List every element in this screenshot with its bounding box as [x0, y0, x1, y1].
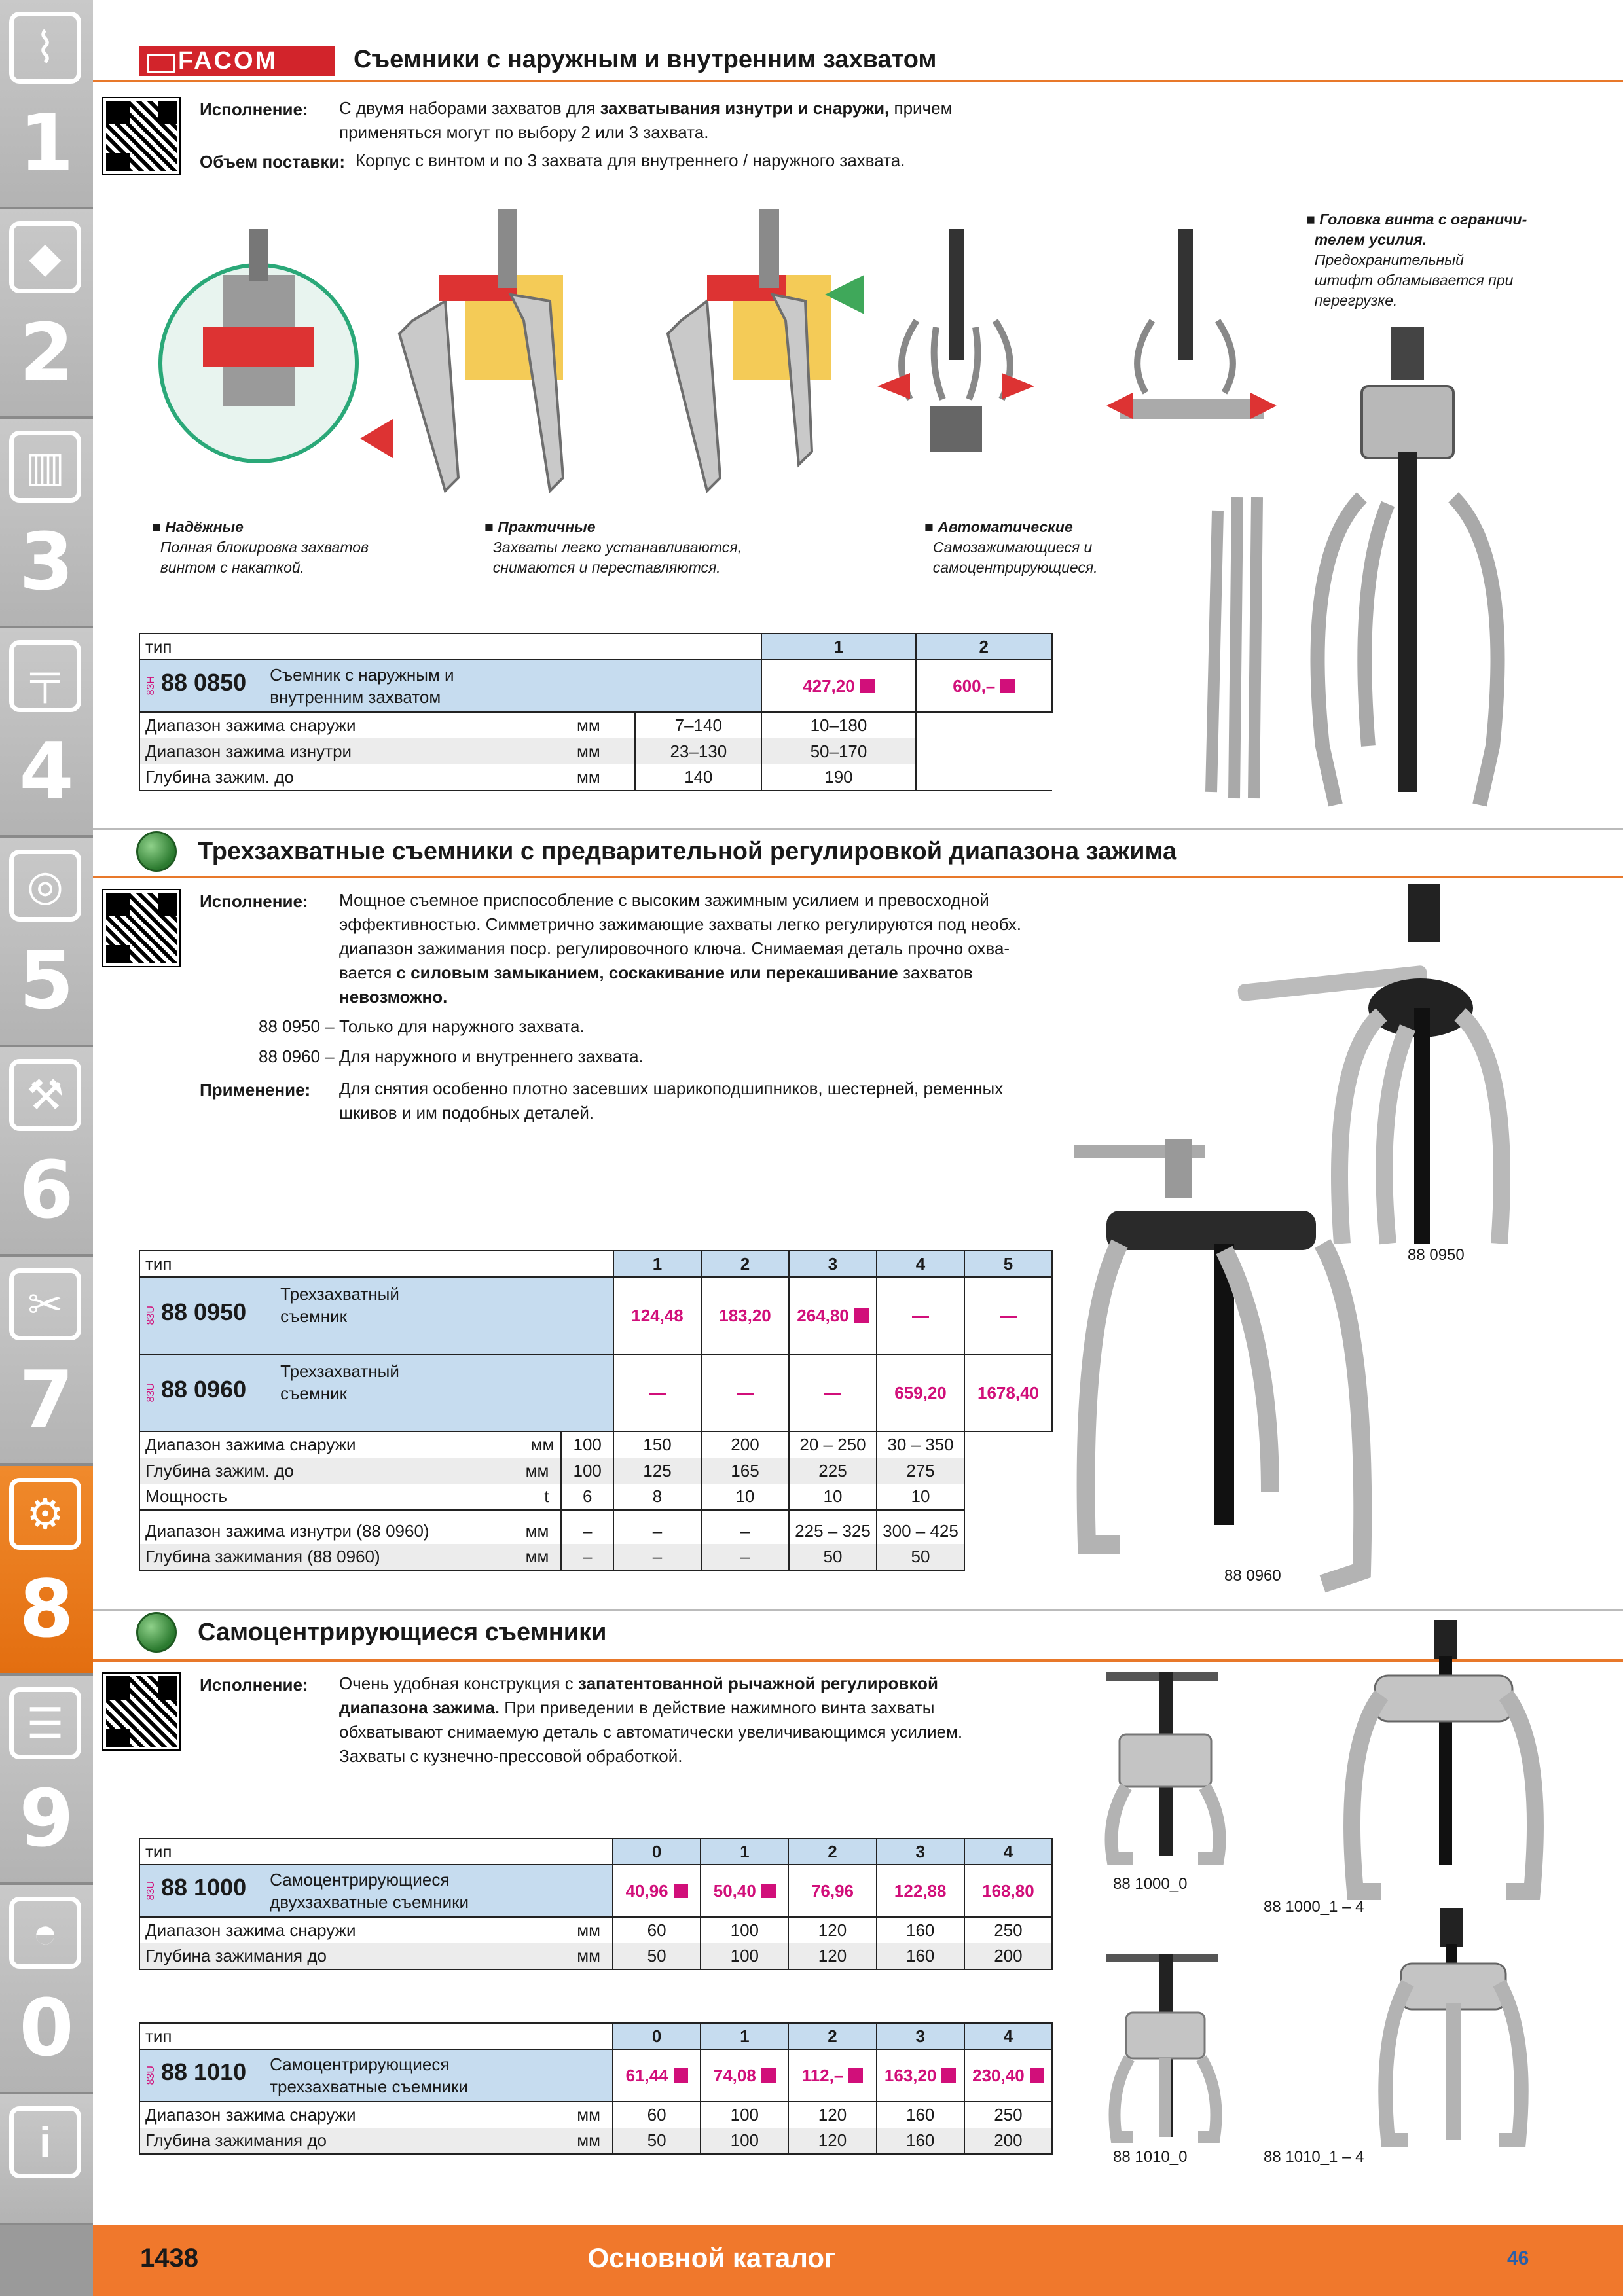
application-label: Применение: [200, 1080, 311, 1100]
grinding-disc-icon: ◎ [9, 850, 81, 922]
chapter-tab-2[interactable] [0, 209, 93, 419]
info-icon: i [9, 2106, 81, 2178]
price-cell[interactable]: 74,08 [701, 2049, 788, 2102]
chapter-tab-9[interactable] [0, 1676, 93, 1885]
table-row: Диапазон зажима снаружи мм 100 150 200 20 – 250 30 – 350 [139, 1431, 1052, 1458]
price-cell[interactable]: 659,20 [877, 1354, 964, 1431]
chapter-tab-7[interactable] [0, 1257, 93, 1466]
price-cell[interactable]: 163,20 [877, 2049, 964, 2102]
product-name: Съемник с наружным и внутренним захватом [270, 665, 454, 707]
price-cell[interactable]: 61,44 [613, 2049, 701, 2102]
stock-square-icon [674, 1884, 688, 1898]
chapter-number: 3 [19, 517, 74, 608]
catalog-subpage: 46 [1507, 2248, 1529, 2269]
tool-kit-icon: ⚙ [9, 1478, 81, 1550]
stock-square-icon [1030, 2068, 1044, 2083]
variant-text: Для наружного и внутреннего захвата. [339, 1047, 644, 1066]
scope-label: Объем поставки: [200, 152, 346, 171]
price-cell[interactable]: — [613, 1354, 701, 1431]
qr-code[interactable] [103, 98, 179, 174]
col-header: 1 [761, 634, 915, 660]
chapter-tab-1[interactable] [0, 0, 93, 209]
ispolnenie-text: Очень удобная конструкция с запатентованной рычажной регулировкой диапазона зажима. При приведении в действие нажимного винта захваты обхватывают снимаемую деталь с автоматически увеличивающимся усилием. Захваты с кузнечно-прессовой обработкой. [339, 1674, 963, 1766]
price-cell[interactable]: 183,20 [701, 1277, 789, 1354]
product-code: 88 0950 [161, 1298, 247, 1325]
stock-square-icon [860, 679, 875, 693]
chapter-tab-4[interactable] [0, 628, 93, 838]
page-number: 1438 [140, 2244, 198, 2272]
stock-square-icon [1000, 679, 1015, 693]
price-cell[interactable]: 168,80 [964, 1865, 1052, 1917]
facom-logo: FACOM [139, 46, 335, 76]
section-title: Самоцентрирующиеся съемники [198, 1619, 607, 1646]
stock-square-icon [854, 1308, 869, 1323]
price-cell[interactable]: — [964, 1277, 1052, 1354]
chapter-number: 0 [19, 1983, 74, 2074]
type-header: тип [139, 634, 761, 660]
ispolnenie-label: Исполнение: [200, 1675, 308, 1695]
section-divider [93, 1609, 1623, 1611]
product-code: 88 0960 [161, 1375, 247, 1403]
image-caption: 88 1010_1 – 4 [1264, 2148, 1364, 2166]
product-row[interactable]: 83U 88 0950Трехзахватный съемник 124,48 183,20 264,80 — — [139, 1277, 1052, 1354]
table-row: Диапазон зажима изнутри мм 23–130 50–170 [139, 738, 1052, 764]
image-caption: 88 0950 [1408, 1246, 1465, 1264]
ispolnenie-label: Исполнение: [200, 891, 308, 911]
globe-icon [136, 1612, 177, 1653]
table-row: Глубина зажимания (88 0960) мм – – – 50 50 [139, 1544, 1052, 1570]
product-code: 88 1010 [161, 2058, 247, 2085]
spec-table-880950-880960: тип 1 2 3 4 5 83U 88 0950Трехзахватный съемник 124,48 183,20 264,80 — — 83U 88 0960Трехзахватный съемник — — — 659,20 1678,40 Диапазон зажима снаружи мм 100 150 200 20 – 250 30 – 350 Глубина зажим. до мм 100 125 165 225 275 Мощность t 6 8 10 10 10 Диапазон зажима изнутри (88 0960) мм – – – 225 – 325 300 – 425 Глубина зажимания (88 0960) мм – – – 50 50 [139, 1250, 1053, 1571]
cutting-insert-icon: ◆ [9, 221, 81, 293]
stock-square-icon [761, 2068, 776, 2083]
product-name: Самоцентрирующиеся двухзахватные съемники [270, 1870, 469, 1912]
price-cell[interactable]: 112,– [788, 2049, 876, 2102]
table-row: Диапазон зажима снаружи мм 7–140 10–180 [139, 712, 1052, 738]
table-row: Глубина зажим. до мм 140 190 [139, 764, 1052, 791]
stock-square-icon [848, 2068, 863, 2083]
price-cell[interactable]: 1678,40 [964, 1354, 1052, 1431]
chapter-number: 5 [19, 936, 74, 1027]
table-row: Диапазон зажима изнутри (88 0960) мм – – – 225 – 325 300 – 425 [139, 1518, 1052, 1544]
feature-reliable: ■ Надёжные Полная блокировка захватов винтом с накаткой. [152, 518, 369, 576]
table-row: Глубина зажим. до мм 100 125 165 225 275 [139, 1458, 1052, 1484]
price-cell[interactable]: 124,48 [613, 1277, 701, 1354]
variant-text: Только для наружного захвата. [339, 1016, 585, 1036]
spec-table-881000: тип 0 1 2 3 4 83U 88 1000 Самоцентрирующиеся двухзахватные съемники 40,96 50,40 76,96 122,88 168,80 Диапазон зажима снаружи мм 60 100 120 160 250 Глубина зажимания до мм 50 100 120 160 200 [139, 1838, 1053, 1970]
chapter-tab-0[interactable] [0, 1885, 93, 2094]
spec-table-881010: тип 0 1 2 3 4 83U 88 1010 Самоцентрирующиеся трехзахватные съемники 61,44 74,08 112,– 163,20 230,40 Диапазон зажима снаружи мм 60 100 120 160 250 Глубина зажимания до мм 50 100 120 160 200 [139, 2022, 1053, 2155]
cabinet-icon: ☰ [9, 1687, 81, 1759]
section-title: Трехзахватные съемники с предварительной регулировкой диапазона зажима [198, 838, 1177, 865]
qr-code[interactable] [103, 890, 179, 966]
price-cell[interactable]: 76,96 [788, 1865, 876, 1917]
price-cell[interactable]: 40,96 [613, 1865, 701, 1917]
price-cell[interactable]: 427,20 [761, 660, 915, 712]
pliers-icon: ✂ [9, 1268, 81, 1340]
chapter-number: 6 [19, 1145, 74, 1236]
section-title: Съемники с наружным и внутренним захватом [354, 46, 937, 73]
page-footer [93, 2225, 1623, 2296]
screw-head-note: ■ Головка винта с ограничи- телем усилия. Предохранительный штифт обламывается при перегрузке. [1306, 211, 1527, 309]
table-row: Диапазон зажима снаружи мм 60 100 120 160 250 [139, 2102, 1052, 2128]
image-caption: 88 1010_0 [1113, 2148, 1188, 2166]
variant-code: 88 0960 – [259, 1047, 335, 1066]
type-header: тип [139, 1251, 613, 1277]
table-row: Глубина зажимания до мм 50 100 120 160 200 [139, 1943, 1052, 1969]
image-caption: 88 1000_1 – 4 [1264, 1898, 1364, 1916]
ispolnenie-text: Мощное съемное приспособление с высоким зажимным усилием и превосходной эффективностью. Симметрично зажимающие захваты легко регулируются под необх. диапазон зажимания поср. регулировочного ключа. Снимаемая деталь прочно охва- вается с силовым замыканием, соскакивание или перекашивание захватов невозможно. [339, 890, 1022, 1007]
table-row: Диапазон зажима снаружи мм 60 100 120 160 250 [139, 1917, 1052, 1943]
price-cell[interactable]: 600,– [916, 660, 1053, 712]
table-row: Мощность t 6 8 10 10 10 [139, 1484, 1052, 1510]
chapter-tab-6[interactable] [0, 1047, 93, 1257]
type-header: тип [139, 1839, 613, 1865]
puller-881000-1-4-image [1336, 1617, 1545, 1905]
qr-code[interactable] [103, 1674, 179, 1749]
chapter-number: 8 [19, 1564, 74, 1655]
application-text: Для снятия особенно плотно засевших шарикоподшипников, шестерней, ременных шкивов и им подобных деталей. [339, 1079, 1004, 1122]
stock-square-icon [761, 1884, 776, 1898]
feature-automatic: ■ Автоматические Самозажимающиеся и самоцентрирующиеся. [924, 518, 1098, 576]
caliper-icon: ╤ [9, 640, 81, 712]
chapter-tab-3[interactable] [0, 419, 93, 628]
product-row[interactable]: 83U 88 0960Трехзахватный съемник — — — 659,20 1678,40 [139, 1354, 1052, 1431]
product-code: 88 1000 [161, 1873, 247, 1901]
price-cell[interactable]: 50,40 [701, 1865, 788, 1917]
price-cell[interactable]: 264,80 [789, 1277, 877, 1354]
chapter-number: 4 [19, 726, 74, 817]
product-code: 88 0850 [161, 668, 247, 696]
chapter-number: 1 [19, 98, 74, 189]
ispolnenie-text: С двумя наборами захватов для захватывания изнутри и снаружи, причем применяться могут по выбору 2 или 3 захвата. [339, 98, 953, 142]
product-name: Самоцентрирующиеся трехзахватные съемники [270, 2054, 468, 2096]
puller-881000-0-image [1093, 1662, 1244, 1878]
price-cell[interactable]: — [789, 1354, 877, 1431]
wrench-icon: ⚒ [9, 1059, 81, 1131]
price-cell[interactable]: 230,40 [964, 2049, 1052, 2102]
puller-880850-image [1172, 321, 1552, 818]
product-name: Трехзахватный съемник [280, 1284, 399, 1326]
chapter-tab-5[interactable] [0, 838, 93, 1047]
chapter-tab-8[interactable] [0, 1466, 93, 1676]
scope-text: Корпус с винтом и по 3 захвата для внутреннего / наружного захвата. [356, 151, 905, 170]
tool-holder-icon: ▥ [9, 431, 81, 503]
section-divider [93, 828, 1623, 830]
drill-icon: ⌇ [9, 12, 81, 84]
table-row: Глубина зажимания до мм 50 100 120 160 200 [139, 2128, 1052, 2154]
variant-code: 88 0950 – [259, 1016, 335, 1036]
stock-square-icon [941, 2068, 956, 2083]
product-name: Трехзахватный съемник [280, 1361, 399, 1403]
product-row[interactable]: 83U 88 1010 Самоцентрирующиеся трехзахватные съемники 61,44 74,08 112,– 163,20 230,40 [139, 2049, 1052, 2102]
chapter-sidebar [0, 0, 93, 2296]
chapter-number: 2 [19, 308, 74, 399]
puller-880960-image [1061, 1126, 1401, 1597]
product-row[interactable]: 83U 88 1000 Самоцентрирующиеся двухзахватные съемники 40,96 50,40 76,96 122,88 168,80 [139, 1865, 1052, 1917]
type-header: тип [139, 2023, 613, 2049]
chapter-tab-info[interactable] [0, 2094, 93, 2225]
price-cell[interactable]: 122,88 [877, 1865, 964, 1917]
section-divider [93, 80, 1623, 82]
price-cell[interactable]: — [701, 1354, 789, 1431]
puller-feature-illustrations [157, 203, 1309, 511]
price-cell[interactable]: — [877, 1277, 964, 1354]
side-code: 83H [145, 676, 156, 696]
catalog-title: Основной каталог [587, 2242, 836, 2273]
chapter-number: 7 [19, 1355, 74, 1446]
col-header: 2 [916, 634, 1053, 660]
puller-881010-0-image [1093, 1947, 1244, 2150]
image-caption: 88 1000_0 [1113, 1875, 1188, 1893]
feature-practical: ■ Практичные Захваты легко устанавливаются, снимаются и переставляются. [484, 518, 742, 576]
globe-icon [136, 831, 177, 872]
safety-goggles-icon: ◓ [9, 1897, 81, 1969]
image-caption: 88 0960 [1224, 1567, 1281, 1585]
ispolnenie-label: Исполнение: [200, 99, 308, 119]
spec-table-880850 [139, 633, 1053, 791]
product-row[interactable] [139, 660, 1052, 712]
stock-square-icon [674, 2068, 688, 2083]
chapter-number: 9 [19, 1774, 74, 1865]
puller-881010-1-4-image [1375, 1905, 1532, 2153]
